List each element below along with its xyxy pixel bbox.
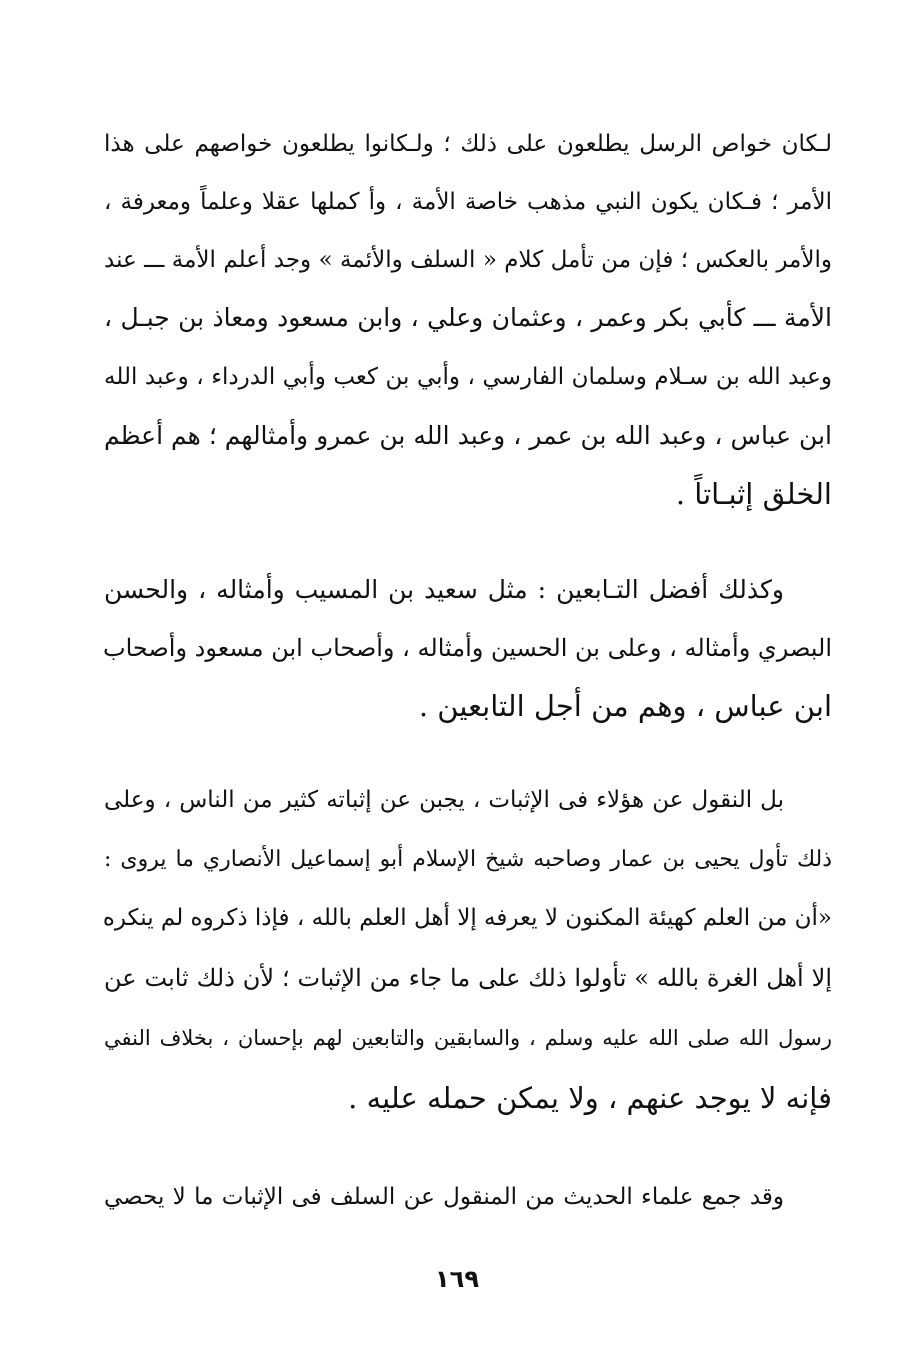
text-line: رسول الله صلى الله عليه وسلم ، والسابقين والتابعين لهم بإحسان ، بخلاف النفي — [104, 1026, 832, 1050]
text-line: ابن عباس ، وعبد الله بن عمر ، وعبد الله بن عمرو وأمثالهم ؛ هم أعظم — [104, 421, 832, 450]
text-line: ابن عباس ، وهم من أجل التابعين . — [418, 689, 832, 723]
text-line: بل النقول عن هؤلاء فى الإثبات ، يجبن عن إثباته كثير من الناس ، وعلى — [104, 787, 784, 813]
text-line: والأمر بالعكس ؛ فإن من تأمل كلام « السلف والأئمة » وجد أعلم الأمة ـــ عند — [104, 247, 832, 273]
text-line: الأمة ـــ كأبي بكر وعمر ، وعثمان وعلي ، وابن مسعود ومعاذ بن جبـل ، — [104, 303, 832, 332]
text-line: وقد جمع علماء الحديث من المنقول عن السلف فى الإثبات ما لا يحصي — [104, 1184, 784, 1210]
page-number: ١٦٩ — [435, 1265, 479, 1293]
text-line: الخلق إثبـاتاً . — [675, 477, 832, 511]
text-line: «أن من العلم كهيئة المكنون لا يعرفه إلا أهل العلم بالله ، فإذا ذكروه لم ينكره — [102, 905, 832, 931]
text-line: ذلك تأول يحيى بن عمار وصاحبه شيخ الإسلام أبو إسماعيل الأنصاري ما يروى : — [104, 847, 832, 872]
text-line: إلا أهل الغرة بالله » تأولوا ذلك على ما جاء من الإثبات ؛ لأن ذلك ثابت عن — [104, 964, 832, 992]
text-line: الأمر ؛ فـكان يكون النبي مذهب خاصة الأمة ، وأ كملها عقلا وعلماً ومعرفة ، — [104, 189, 832, 215]
text-line: وعبد الله بن سـلام وسلمان الفارسي ، وأبي بن كعب وأبي الدرداء ، وعبد الله — [104, 364, 832, 390]
text-line: البصري وأمثاله ، وعلى بن الحسين وأمثاله ، وأصحاب ابن مسعود وأصحاب — [103, 634, 832, 662]
text-line: لـكان خواص الرسل يطلعون على ذلك ؛ ولـكانوا يطلعون خواصهم على هذا — [104, 131, 832, 157]
text-line: فإنه لا يوجد عنهم ، ولا يمكن حمله عليه . — [348, 1081, 832, 1115]
text-line: وكذلك أفضل التـابعين : مثل سعيد بن المسيب وأمثاله ، والحسن — [104, 575, 784, 604]
